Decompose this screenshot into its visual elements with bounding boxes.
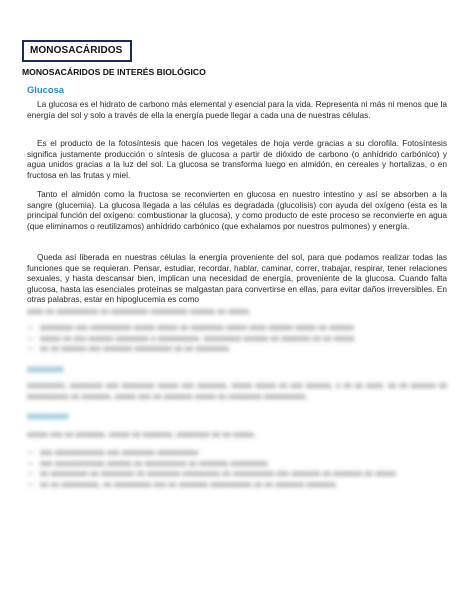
blurred-paragraph: xxxxx xxx xx xxxxxxx, xxxxx xx xxxxxxx, xxxxxxxx xx xx xxxxx. bbox=[27, 429, 257, 439]
blurred-paragraph: xxxxxxxxx, xxxxxxxx xxx xxxxxxxx xxxxx xxx xxxxxxx, xxxxx xxxxx xx xxx xxxxxx, x xx xx xxxx. xx xx xxxxxx xx xxxxxxxxxx xx xxxxxxx, xxxxx xxx xx xxxxxxx xxxxx xx xxxxxxxx xxxxxxxxxx. bbox=[27, 380, 447, 401]
paragraph-1 bbox=[27, 99, 447, 120]
blurred-list bbox=[40, 322, 440, 354]
blurred-section-heading: xxxxxxx bbox=[27, 363, 64, 374]
blurred-list-item: – xxx xxxxxxxxxxxx xxx xxxxxxxx xxxxxxxxxx bbox=[40, 447, 440, 458]
paragraph-2 bbox=[27, 138, 447, 180]
blurred-section-heading: xxxxxxxx bbox=[27, 410, 69, 421]
blurred-list-item: – xx xxxxxxxxx xx xxxxxxxx xx xxxxxxxx xxxxxxxxx xx xxxxxxxxxx xxx xxxxxxx xx xxxxxxx xx xxxxx bbox=[40, 468, 440, 479]
paragraph-4 bbox=[27, 252, 447, 305]
blurred-list-item: – xxxxxxxx xxx xxxxxxxxxx xxxxx xxxxx xx xxxxxxxx xxxxx xxxx xxxxxx xxxxx xx xxxxxx bbox=[40, 322, 440, 333]
blurred-list-item: – xxxxx xx xxx xxxxxx xxxxxxxx x xxxxxxxxxx. xxxxxxxxx xxxxxx xx xxxxxxx xx xx xxxxx bbox=[40, 333, 440, 344]
blurred-paragraph: xxxx xx xxxxxxxxxx xx xxxxxxxxx xxxxxxxxx xxxxxx xx xxxxx. bbox=[27, 306, 252, 316]
paragraph-4-text: Queda así liberada en nuestras células la energía proveniente del sol, para que podamos realizar todas las funciones que se requieran. Pensar, estudiar, recordar, hablar, caminar, correr, trabajar, respirar, tener relaciones sexuales, y hasta descansar bien, implican una necesidad de energía, proveniente de la glucosa. Cuando falta glucosa, hasta las esenciales proteínas se malgastan para convertirse en ellas, para evitar daños irreversibles. En otras palabras, estar en hipoglucemia es como bbox=[27, 252, 447, 305]
blurred-list-item: – xxx xxxxxxxxxxxx xxxxxx xx xxxxxxxxxx xx xxxxxxx xxxxxxxxx bbox=[40, 458, 440, 469]
blurred-list-item: – xx xx xxxxxx xxx xxxxxxx xxxxxxxxx xx xx xxxxxxxx. bbox=[40, 343, 440, 354]
blurred-list bbox=[40, 447, 440, 489]
paragraph-3-text: Tanto el almidón como la fructosa se reconvierten en glucosa en nuestro intestino y así se absorben a la sangre (glucemia). La glucosa llegada a las células es degradada (glucolisis) con ayuda del oxígeno (esta es la principal función del oxígeno: combustionar la glucosa), y como producto de este proceso se reconvierte en agua (que eliminamos o reutilizamos) anhídrido carbónico (que exhalamos por nuestros pulmones) y energía. bbox=[27, 189, 447, 231]
section-heading-glucosa: Glucosa bbox=[27, 84, 64, 95]
document-title: MONOSACÁRIDOS bbox=[22, 40, 132, 62]
paragraph-1-text: La glucosa es el hidrato de carbono más elemental y esencial para la vida. Representa ni más ni menos que la energía del sol y solo a través de ella la energía puede llegar a cada una de nuestras células. bbox=[27, 99, 447, 120]
document-subtitle: MONOSACÁRIDOS DE INTERÉS BIOLÓGICO bbox=[22, 67, 206, 77]
paragraph-3 bbox=[27, 189, 447, 231]
blurred-list-item: – xx xx xxxxxxxxx, xx xxxxxxxxx xxx xx xxxxxxx xxxxxxxxxx xx xx xxxxxxx xxxxxxx. bbox=[40, 479, 440, 490]
paragraph-2-text: Es el producto de la fotosíntesis que hacen los vegetales de hoja verde gracias a su clorofila. Fotosíntesis significa justamente producción o síntesis de glucosa a partir de dióxido de carbono (o anhídrido carbónico) y agua unidos gracias a la luz del sol. La glucosa se transforma luego en almidón, en cereales y hortalizas, o en fructosa en las frutas y miel. bbox=[27, 138, 447, 180]
